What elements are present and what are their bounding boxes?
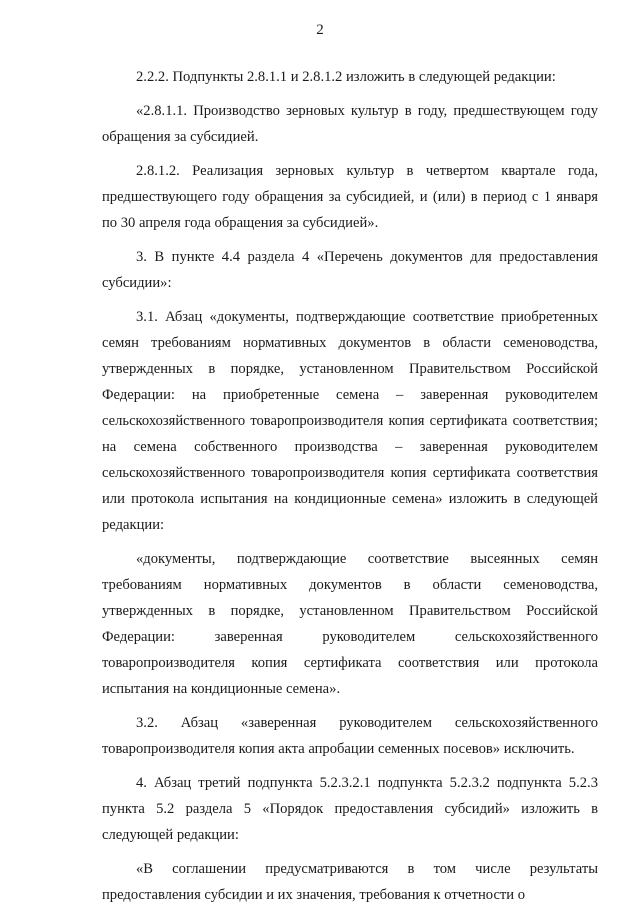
page-number: 2: [316, 22, 324, 38]
paragraph-4-new-text: «В соглашении предусматриваются в том числе результаты предоставления субсидии и их значения, требования к отчетности о: [102, 861, 598, 903]
paragraph-3-1: 3.1. Абзац «документы, подтверждающие соответствие приобретенных семян требованиям нормативных документов в области семеноводства, утвержденных в порядке, установленном Правительством Российской Федерации: на приобретенные семена – заверенная руководителем сельскохозяйственного товаропроизводителя копия сертификата соответствия; на семена собственного производства – заверенная руководителем сельскохозяйственного товаропроизводителя копия сертификата соответствия или протокола испытания на кондиционные семена» изложить в следующей редакции:: [102, 309, 598, 533]
paragraph-4: 4. Абзац третий подпункта 5.2.3.2.1 подпункта 5.2.3.2 подпункта 5.2.3 пункта 5.2 раздела 5 «Порядок предоставления субсидий» изложить в следующей редакции:: [102, 775, 598, 843]
paragraph-3: 3. В пункте 4.4 раздела 4 «Перечень документов для предоставления субсидии»:: [102, 249, 598, 291]
document-body: [102, 64, 598, 916]
paragraph-2-2-2: 2.2.2. Подпункты 2.8.1.1 и 2.8.1.2 изложить в следующей редакции:: [136, 69, 556, 85]
paragraph-3-1-new-text: «документы, подтверждающие соответствие высеянных семян требованиям нормативных документов в области семеноводства, утвержденных в порядке, установленном Правительством Российской Федерации: заверенная руководителем сельскохозяйственного товаропроизводителя копия сертификата соответствия или протокола испытания на кондиционные семена».: [102, 551, 598, 697]
paragraph-3-2: 3.2. Абзац «заверенная руководителем сельскохозяйственного товаропроизводителя копия акта апробации семенных посевов» исключить.: [102, 715, 598, 757]
paragraph-2-8-1-1: «2.8.1.1. Производство зерновых культур в году, предшествующем году обращения за субсидией.: [102, 103, 598, 145]
paragraph-2-8-1-2: 2.8.1.2. Реализация зерновых культур в четвертом квартале года, предшествующего году обращения за субсидией, и (или) в период с 1 января по 30 апреля года обращения за субсидией».: [102, 163, 598, 231]
